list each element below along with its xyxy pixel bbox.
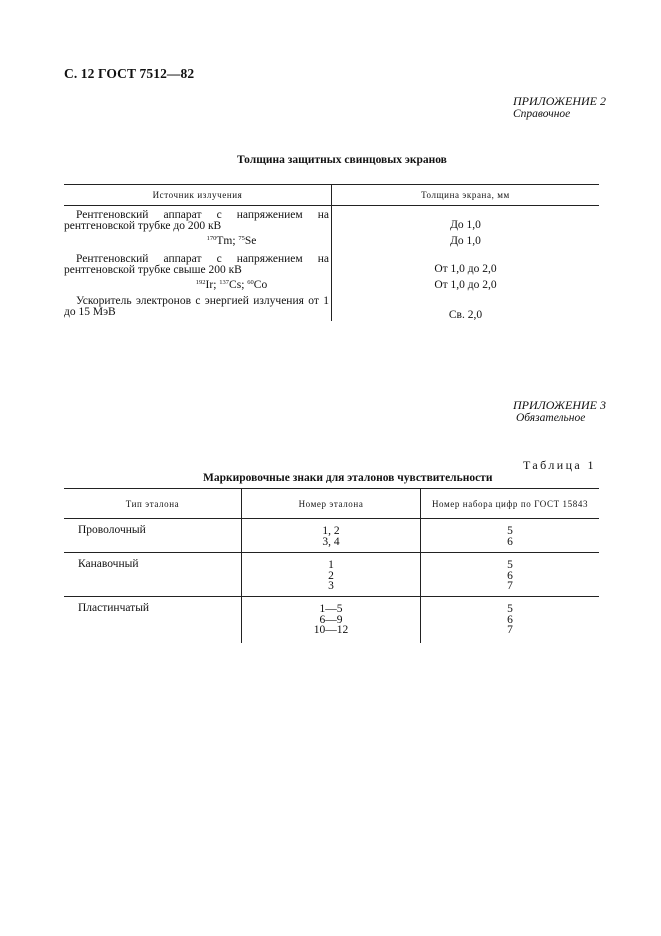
digit-set: 7 (507, 624, 513, 636)
standard-number: 1, 2 (322, 525, 340, 537)
isotope-element: Cs (229, 279, 242, 291)
standard-number: 1—5 (319, 603, 343, 615)
standard-numbers (242, 526, 420, 547)
annex-3-status: Обязательное (516, 412, 586, 424)
digit-set: 5 (507, 559, 513, 571)
digit-set: 7 (507, 580, 513, 592)
isotope-mass: 75 (238, 235, 245, 242)
table-rule-top (64, 488, 599, 489)
table-column-divider (331, 184, 332, 321)
digit-set: 6 (507, 613, 513, 626)
digit-sets (421, 560, 599, 592)
column-header-thickness: Толщина экрана, мм (421, 190, 510, 200)
isotope-element: Se (244, 235, 257, 247)
annex-2-status: Справочное (513, 108, 571, 120)
standard-number: 2 (328, 569, 334, 582)
shield-thickness-table (64, 184, 599, 321)
digit-sets (421, 604, 599, 636)
isotope-mass: 60 (247, 279, 254, 286)
table-row-thickness: От 1,0 до 2,0 (434, 279, 497, 291)
standard-number: 3, 4 (322, 535, 340, 548)
isotope-mass: 137 (219, 279, 230, 286)
standard-numbers (242, 560, 420, 592)
digit-set: 6 (507, 569, 513, 582)
digit-set: 6 (507, 535, 513, 548)
table-row-source: Рентгеновский аппарат с напряжением на рентгеновской трубке до 200 кВ (64, 209, 329, 232)
isotope-element: Co (253, 279, 268, 291)
annex-3-heading (513, 399, 606, 425)
table-group-separator (64, 552, 599, 553)
standard-type: Проволочный (78, 524, 146, 536)
table-rule-header (64, 518, 599, 519)
isotope-element: Tm (216, 235, 233, 247)
table-row-source: Рентгеновский аппарат с напряжением на рентгеновской трубке свыше 200 кВ (64, 253, 329, 276)
table-row-thickness: До 1,0 (450, 235, 481, 247)
digit-set: 5 (507, 525, 513, 537)
column-header-type: Тип эталона (125, 499, 180, 509)
standard-number: 1 (328, 559, 334, 571)
digit-sets (421, 526, 599, 547)
table-row-thickness: Св. 2,0 (448, 309, 483, 321)
annex-3-title: ПРИЛОЖЕНИЕ 3 (513, 398, 606, 412)
table-row-source-isotopes: $^{192}$Ir; $^{137}$Cs; $^{60}$Co (195, 279, 268, 291)
table-row-thickness: До 1,0 (450, 219, 481, 231)
standard-type: Канавочный (78, 558, 139, 570)
isotope-mass: 170 (206, 235, 217, 242)
annex-2-heading (513, 95, 606, 121)
table-row-source: Ускоритель электронов с энергией излучения от 1 до 15 МэВ (64, 295, 329, 318)
isotope-element: Ir (205, 279, 214, 291)
shield-table-title: Толщина защитных свинцовых экранов (237, 154, 447, 166)
marking-signs-table (64, 488, 599, 643)
table-number-label: Таблица 1 (523, 458, 596, 472)
marks-table-title: Маркировочные знаки для эталонов чувствительности (203, 472, 493, 484)
table-row-source-isotopes: $^{170}$Tm; $^{75}$Se (206, 235, 257, 247)
standard-number: 10—12 (313, 624, 349, 636)
standard-number: 3 (328, 580, 334, 592)
column-header-digit-set: Номер набора цифр по ГОСТ 15843 (431, 499, 589, 509)
annex-2-title: ПРИЛОЖЕНИЕ 2 (513, 94, 606, 108)
standard-type: Пластинчатый (78, 602, 150, 614)
isotope-mass: 192 (195, 279, 206, 286)
column-header-number: Номер эталона (298, 499, 364, 509)
table-group-separator (64, 596, 599, 597)
standard-number: 6—9 (319, 613, 343, 626)
table-row-thickness: От 1,0 до 2,0 (434, 263, 497, 275)
column-header-source: Источник излучения (152, 190, 243, 200)
standard-numbers (242, 604, 420, 636)
digit-set: 5 (507, 603, 513, 615)
page-header: С. 12 ГОСТ 7512—82 (64, 66, 195, 81)
